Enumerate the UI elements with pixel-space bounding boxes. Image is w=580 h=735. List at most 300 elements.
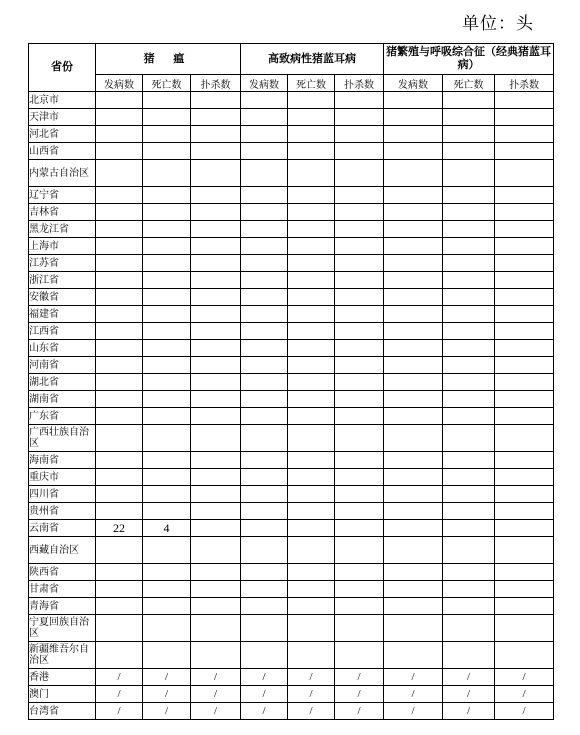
value-cell: [241, 221, 288, 238]
value-cell: [191, 109, 241, 126]
value-cell: [143, 408, 191, 425]
value-cell: [143, 221, 191, 238]
table-row: [29, 160, 554, 187]
value-cell: [335, 160, 384, 187]
value-cell: [241, 486, 288, 503]
unit-label: 单位：头: [462, 14, 534, 33]
table-row: [29, 109, 554, 126]
value-cell: [384, 581, 443, 598]
value-cell: [143, 564, 191, 581]
value-cell: [241, 520, 288, 537]
province-cell: 上海市: [29, 238, 96, 255]
value-cell: [96, 425, 143, 452]
table-row: [29, 642, 554, 669]
value-cell: [495, 109, 554, 126]
value-cell: [191, 598, 241, 615]
value-cell: [495, 357, 554, 374]
table-row: [29, 323, 554, 340]
value-cell: [191, 581, 241, 598]
value-cell: [495, 272, 554, 289]
value-cell: [495, 143, 554, 160]
value-cell: [143, 452, 191, 469]
value-cell: [288, 564, 335, 581]
value-cell: [495, 408, 554, 425]
value-cell: [443, 503, 495, 520]
province-cell: 新疆维吾尔自治区: [29, 642, 96, 669]
value-cell: [335, 109, 384, 126]
table-row: [29, 503, 554, 520]
value-cell: [443, 357, 495, 374]
value-cell: [191, 357, 241, 374]
value-cell: [335, 126, 384, 143]
value-cell: /: [384, 686, 443, 703]
value-cell: [143, 306, 191, 323]
value-cell: [443, 323, 495, 340]
value-cell: [241, 408, 288, 425]
value-cell: [443, 126, 495, 143]
value-cell: [143, 92, 191, 109]
value-cell: [384, 109, 443, 126]
value-cell: [384, 323, 443, 340]
value-cell: [288, 486, 335, 503]
value-cell: [335, 340, 384, 357]
value-cell: [241, 598, 288, 615]
value-cell: [143, 425, 191, 452]
value-cell: [241, 374, 288, 391]
value-cell: [288, 357, 335, 374]
province-cell: 辽宁省: [29, 187, 96, 204]
value-cell: [241, 238, 288, 255]
province-cell: 宁夏回族自治区: [29, 615, 96, 642]
value-cell: [191, 306, 241, 323]
value-cell: [241, 391, 288, 408]
value-cell: [96, 357, 143, 374]
value-cell: [191, 204, 241, 221]
value-cell: [191, 92, 241, 109]
value-cell: [495, 160, 554, 187]
province-cell: 云南省: [29, 520, 96, 537]
value-cell: [143, 615, 191, 642]
value-cell: [241, 323, 288, 340]
value-cell: [495, 238, 554, 255]
value-cell: [384, 598, 443, 615]
value-cell: [96, 238, 143, 255]
table-row: [29, 187, 554, 204]
value-cell: [241, 187, 288, 204]
value-cell: [96, 486, 143, 503]
value-cell: [191, 255, 241, 272]
value-cell: [335, 272, 384, 289]
value-cell: [443, 109, 495, 126]
value-cell: [191, 469, 241, 486]
value-cell: [335, 598, 384, 615]
value-cell: [384, 289, 443, 306]
table-row: [29, 272, 554, 289]
value-cell: [143, 340, 191, 357]
value-cell: /: [335, 669, 384, 686]
value-cell: [241, 204, 288, 221]
value-cell: [241, 564, 288, 581]
value-cell: /: [443, 686, 495, 703]
value-cell: [96, 340, 143, 357]
value-cell: [143, 374, 191, 391]
value-cell: /: [495, 703, 554, 720]
province-cell: 北京市: [29, 92, 96, 109]
value-cell: [288, 598, 335, 615]
province-cell: 黑龙江省: [29, 221, 96, 238]
value-cell: /: [495, 686, 554, 703]
value-cell: [191, 503, 241, 520]
disease-report-table: [28, 43, 554, 720]
value-cell: [96, 143, 143, 160]
value-cell: [443, 160, 495, 187]
culled-header: 扑杀数: [191, 75, 241, 92]
value-cell: [335, 425, 384, 452]
value-cell: [335, 374, 384, 391]
value-cell: [495, 187, 554, 204]
value-cell: [495, 289, 554, 306]
province-cell: 澳门: [29, 686, 96, 703]
value-cell: [288, 160, 335, 187]
value-cell: [335, 537, 384, 564]
value-cell: [443, 408, 495, 425]
group-header-hp-prrs: 高致病性猪蓝耳病: [241, 44, 384, 75]
value-cell: [443, 143, 495, 160]
value-cell: [143, 503, 191, 520]
value-cell: /: [288, 686, 335, 703]
table-row: [29, 452, 554, 469]
value-cell: [288, 537, 335, 564]
value-cell: [241, 537, 288, 564]
value-cell: [241, 581, 288, 598]
value-cell: [384, 391, 443, 408]
province-cell: 甘肃省: [29, 581, 96, 598]
value-cell: [384, 425, 443, 452]
value-cell: [384, 357, 443, 374]
table-row: [29, 564, 554, 581]
value-cell: [384, 221, 443, 238]
value-cell: [143, 486, 191, 503]
value-cell: [241, 357, 288, 374]
value-cell: [335, 642, 384, 669]
value-cell: [443, 452, 495, 469]
value-cell: [335, 615, 384, 642]
value-cell: [143, 109, 191, 126]
value-cell: [443, 642, 495, 669]
value-cell: /: [143, 669, 191, 686]
table-row: [29, 669, 554, 686]
value-cell: [495, 537, 554, 564]
province-cell: 台湾省: [29, 703, 96, 720]
value-cell: [335, 452, 384, 469]
value-cell: [288, 238, 335, 255]
value-cell: [335, 323, 384, 340]
value-cell: [288, 221, 335, 238]
value-cell: [335, 391, 384, 408]
value-cell: [96, 187, 143, 204]
value-cell: [143, 187, 191, 204]
value-cell: [443, 425, 495, 452]
value-cell: /: [191, 669, 241, 686]
table-row: [29, 425, 554, 452]
value-cell: [143, 598, 191, 615]
value-cell: [288, 374, 335, 391]
value-cell: [384, 537, 443, 564]
value-cell: [384, 642, 443, 669]
value-cell: [288, 272, 335, 289]
province-cell: 吉林省: [29, 204, 96, 221]
value-cell: [143, 126, 191, 143]
value-cell: [191, 564, 241, 581]
province-cell: 湖北省: [29, 374, 96, 391]
value-cell: [191, 143, 241, 160]
value-cell: [288, 323, 335, 340]
table-row: [29, 126, 554, 143]
value-cell: [495, 486, 554, 503]
value-cell: [96, 581, 143, 598]
value-cell: [335, 143, 384, 160]
value-cell: [143, 642, 191, 669]
value-cell: [191, 221, 241, 238]
value-cell: [288, 391, 335, 408]
table-row: [29, 598, 554, 615]
value-cell: /: [384, 669, 443, 686]
value-cell: [191, 160, 241, 187]
province-cell: 海南省: [29, 452, 96, 469]
value-cell: [495, 204, 554, 221]
value-cell: [443, 391, 495, 408]
value-cell: [443, 340, 495, 357]
cases-header: 发病数: [384, 75, 443, 92]
value-cell: [384, 615, 443, 642]
value-cell: [495, 469, 554, 486]
value-cell: [443, 537, 495, 564]
value-cell: [96, 598, 143, 615]
value-cell: [335, 204, 384, 221]
table-row: [29, 238, 554, 255]
value-cell: [443, 486, 495, 503]
value-cell: [384, 255, 443, 272]
value-cell: [495, 374, 554, 391]
value-cell: [288, 452, 335, 469]
value-cell: [335, 289, 384, 306]
value-cell: [384, 486, 443, 503]
table-row: [29, 537, 554, 564]
value-cell: [335, 581, 384, 598]
value-cell: [96, 391, 143, 408]
value-cell: [495, 564, 554, 581]
province-cell: 江苏省: [29, 255, 96, 272]
value-cell: [495, 92, 554, 109]
deaths-header: 死亡数: [143, 75, 191, 92]
table-row: [29, 469, 554, 486]
subheader-row: [29, 75, 554, 92]
value-cell: [96, 564, 143, 581]
group-header-swine-fever: 猪 瘟: [96, 44, 241, 75]
value-cell: [191, 642, 241, 669]
table-row: [29, 204, 554, 221]
value-cell: /: [96, 703, 143, 720]
value-cell: [143, 581, 191, 598]
value-cell: [143, 160, 191, 187]
table-row: [29, 306, 554, 323]
province-cell: 陕西省: [29, 564, 96, 581]
value-cell: [96, 537, 143, 564]
value-cell: [495, 340, 554, 357]
value-cell: [191, 615, 241, 642]
value-cell: /: [443, 703, 495, 720]
value-cell: [495, 520, 554, 537]
province-cell: 浙江省: [29, 272, 96, 289]
value-cell: [96, 126, 143, 143]
value-cell: [191, 272, 241, 289]
value-cell: /: [241, 686, 288, 703]
value-cell: [143, 357, 191, 374]
value-cell: /: [288, 703, 335, 720]
value-cell: [495, 126, 554, 143]
value-cell: [384, 374, 443, 391]
province-cell: 福建省: [29, 306, 96, 323]
value-cell: [384, 160, 443, 187]
table-row: [29, 581, 554, 598]
value-cell: [495, 615, 554, 642]
value-cell: [443, 306, 495, 323]
value-cell: [96, 615, 143, 642]
value-cell: [241, 289, 288, 306]
value-cell: [191, 340, 241, 357]
value-cell: [335, 503, 384, 520]
value-cell: [191, 452, 241, 469]
value-cell: [443, 581, 495, 598]
value-cell: [495, 255, 554, 272]
table-row: [29, 340, 554, 357]
value-cell: [191, 374, 241, 391]
table-row: [29, 686, 554, 703]
province-cell: 天津市: [29, 109, 96, 126]
value-cell: [96, 374, 143, 391]
value-cell: /: [241, 703, 288, 720]
value-cell: [384, 520, 443, 537]
value-cell: [384, 469, 443, 486]
value-cell: [241, 126, 288, 143]
table-row: [29, 221, 554, 238]
value-cell: [384, 503, 443, 520]
value-cell: [384, 272, 443, 289]
table-row: [29, 486, 554, 503]
table-row: [29, 374, 554, 391]
value-cell: [191, 537, 241, 564]
value-cell: [143, 272, 191, 289]
value-cell: [288, 187, 335, 204]
value-cell: [288, 425, 335, 452]
table-row: [29, 520, 554, 537]
value-cell: [96, 469, 143, 486]
value-cell: [241, 469, 288, 486]
value-cell: [495, 581, 554, 598]
value-cell: /: [191, 703, 241, 720]
value-cell: [96, 255, 143, 272]
table-row: [29, 357, 554, 374]
value-cell: [143, 238, 191, 255]
value-cell: [241, 255, 288, 272]
value-cell: [191, 408, 241, 425]
province-cell: 安徽省: [29, 289, 96, 306]
value-cell: [241, 425, 288, 452]
province-header: 省份: [29, 44, 96, 92]
value-cell: [335, 408, 384, 425]
value-cell: /: [443, 669, 495, 686]
value-cell: [335, 564, 384, 581]
value-cell: [384, 92, 443, 109]
value-cell: [96, 221, 143, 238]
value-cell: [288, 289, 335, 306]
cases-header: 发病数: [241, 75, 288, 92]
value-cell: [443, 469, 495, 486]
value-cell: [288, 255, 335, 272]
value-cell: [143, 204, 191, 221]
value-cell: /: [191, 686, 241, 703]
value-cell: [288, 615, 335, 642]
value-cell: [384, 204, 443, 221]
value-cell: [335, 306, 384, 323]
value-cell: [288, 109, 335, 126]
value-cell: [288, 204, 335, 221]
table-row: [29, 408, 554, 425]
table-row: [29, 391, 554, 408]
value-cell: [96, 306, 143, 323]
value-cell: [191, 187, 241, 204]
value-cell: [143, 289, 191, 306]
value-cell: [241, 306, 288, 323]
province-cell: 广东省: [29, 408, 96, 425]
value-cell: [335, 238, 384, 255]
value-cell: [335, 187, 384, 204]
value-cell: 22: [96, 520, 143, 537]
value-cell: [96, 109, 143, 126]
province-cell: 四川省: [29, 486, 96, 503]
value-cell: [96, 272, 143, 289]
table-row: [29, 289, 554, 306]
value-cell: [495, 598, 554, 615]
value-cell: [443, 272, 495, 289]
province-cell: 河北省: [29, 126, 96, 143]
value-cell: [288, 143, 335, 160]
value-cell: [191, 289, 241, 306]
value-cell: [241, 272, 288, 289]
value-cell: /: [143, 686, 191, 703]
value-cell: [191, 425, 241, 452]
cases-header: 发病数: [96, 75, 143, 92]
value-cell: [443, 520, 495, 537]
value-cell: [443, 187, 495, 204]
table-row: [29, 92, 554, 109]
province-cell: 湖南省: [29, 391, 96, 408]
value-cell: [335, 520, 384, 537]
province-cell: 广西壮族自治区: [29, 425, 96, 452]
value-cell: [288, 408, 335, 425]
value-cell: [335, 469, 384, 486]
value-cell: [443, 238, 495, 255]
value-cell: [241, 340, 288, 357]
deaths-header: 死亡数: [288, 75, 335, 92]
value-cell: [495, 642, 554, 669]
value-cell: [288, 340, 335, 357]
value-cell: [143, 255, 191, 272]
table-row: [29, 143, 554, 160]
value-cell: [443, 92, 495, 109]
value-cell: /: [384, 703, 443, 720]
value-cell: [443, 374, 495, 391]
